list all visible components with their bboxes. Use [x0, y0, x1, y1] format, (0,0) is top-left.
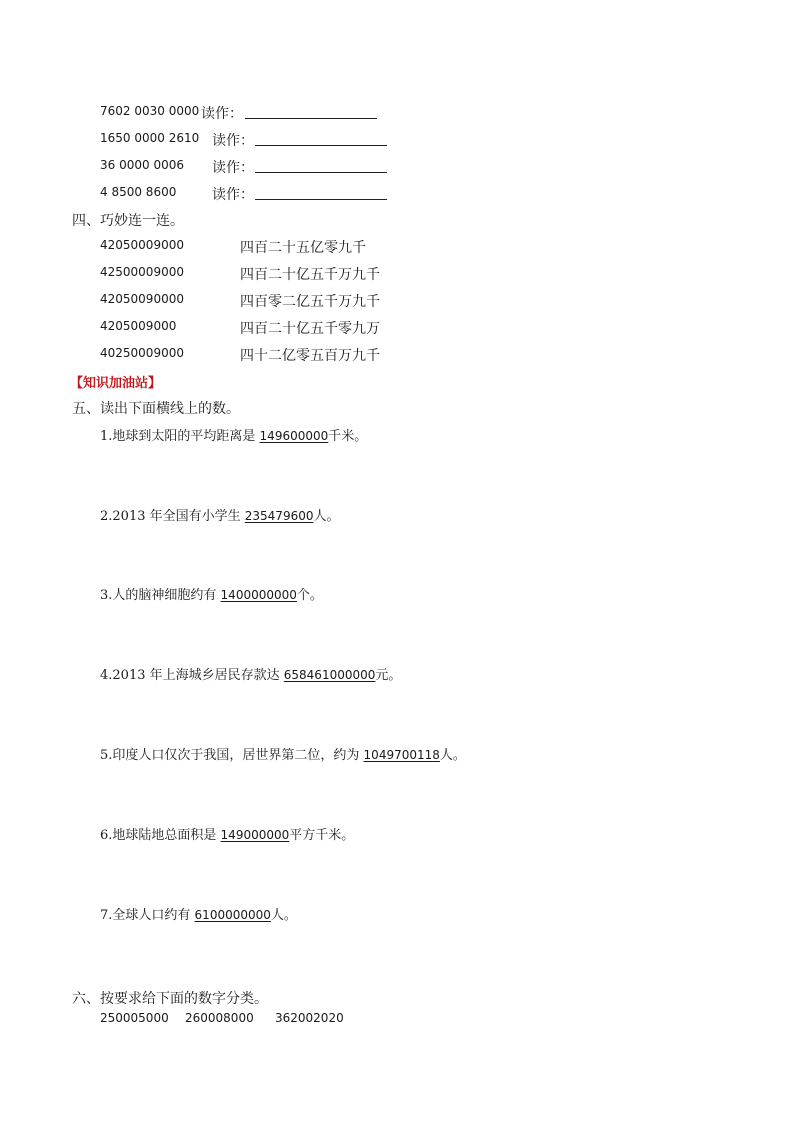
question-1 [100, 425, 367, 444]
section-6-title: 六、按要求给下面的数字分类。 [72, 991, 268, 1007]
question-1-value: 149600000 [259, 429, 329, 443]
question-1-suffix: 千米。 [328, 429, 368, 444]
match-right-1[interactable]: 四百二十五亿零九千 [240, 240, 366, 256]
question-3 [100, 584, 323, 603]
match-left-2[interactable]: 42500009000 [100, 265, 184, 279]
question-6-suffix: 平方千米。 [289, 828, 355, 843]
question-7-value: 6100000000 [194, 908, 271, 922]
question-3-prefix: 3.人的脑神细胞约有 [100, 588, 221, 603]
question-6-prefix: 6.地球陆地总面积是 [100, 828, 221, 843]
reading-blank-4[interactable] [255, 185, 387, 200]
question-2 [100, 505, 340, 524]
question-4-value: 658461000000 [283, 668, 376, 682]
match-left-3[interactable]: 42050090000 [100, 292, 184, 306]
reading-blank-3[interactable] [255, 158, 387, 173]
question-5-suffix: 人。 [439, 748, 466, 763]
match-left-5[interactable]: 40250009000 [100, 346, 184, 360]
knowledge-tag: 【知识加油站】 [70, 376, 162, 391]
question-7-suffix: 人。 [270, 908, 297, 923]
classify-number-1: 250005000 [100, 1011, 169, 1025]
question-6-value: 149000000 [220, 828, 290, 842]
match-right-3[interactable]: 四百零二亿五千万九千 [240, 294, 380, 310]
match-left-1[interactable]: 42050009000 [100, 238, 184, 252]
reading-blank-2[interactable] [255, 131, 387, 146]
classify-number-2: 260008000 [185, 1011, 254, 1025]
reading-label-1: 读作： [201, 106, 243, 122]
question-2-value: 235479600 [244, 509, 314, 523]
reading-number-1: 7602 0030 0000 [100, 104, 200, 118]
question-7 [100, 904, 297, 923]
reading-label-3: 读作： [212, 160, 254, 176]
match-right-4[interactable]: 四百二十亿五千零九万 [240, 321, 380, 337]
reading-number-4: 4 8500 8600 [100, 185, 177, 199]
section-5-title: 五、读出下面横线上的数。 [72, 401, 240, 417]
question-6 [100, 824, 354, 843]
question-4-prefix: 4.2013 年上海城乡居民存款达 [100, 668, 284, 683]
question-5-prefix: 5.印度人口仅次于我国，居世界第二位，约为 [100, 748, 364, 763]
reading-number-3: 36 0000 0006 [100, 158, 184, 172]
classify-number-3: 362002020 [275, 1011, 344, 1025]
question-5 [100, 744, 466, 763]
question-2-prefix: 2.2013 年全国有小学生 [100, 509, 245, 524]
section-4-title: 四、巧妙连一连。 [72, 213, 184, 229]
question-4-suffix: 元。 [375, 668, 402, 683]
question-3-value: 1400000000 [220, 588, 297, 602]
reading-label-4: 读作： [212, 187, 254, 203]
question-1-prefix: 1.地球到太阳的平均距离是 [100, 429, 260, 444]
match-left-4[interactable]: 4205009000 [100, 319, 177, 333]
reading-blank-1[interactable] [245, 104, 377, 119]
question-5-value: 1049700118 [363, 748, 440, 762]
question-3-suffix: 个。 [296, 588, 323, 603]
match-right-5[interactable]: 四十二亿零五百万九千 [240, 348, 380, 364]
match-right-2[interactable]: 四百二十亿五千万九千 [240, 267, 380, 283]
question-4 [100, 664, 401, 683]
reading-number-2: 1650 0000 2610 [100, 131, 200, 145]
question-7-prefix: 7.全球人口约有 [100, 908, 195, 923]
question-2-suffix: 人。 [313, 509, 340, 524]
reading-label-2: 读作： [212, 133, 254, 149]
